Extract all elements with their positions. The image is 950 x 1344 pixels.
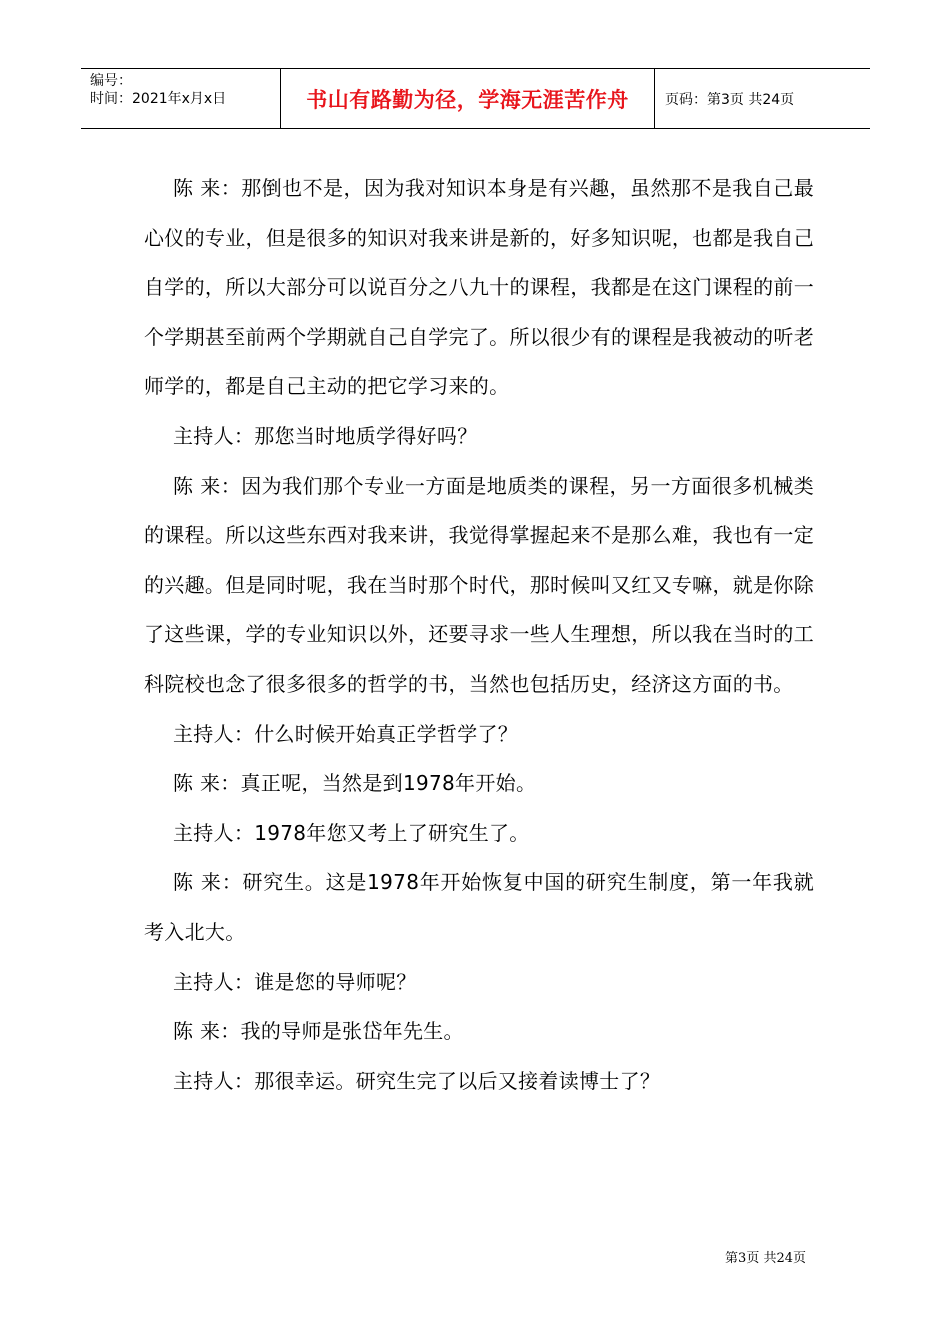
- paragraph-4: 主持人：什么时候开始真正学哲学了？: [173, 721, 519, 746]
- paragraph-8: 主持人：谁是您的导师呢？: [173, 969, 417, 994]
- paragraph-6: 主持人：1978年您又考上了研究生了。: [173, 820, 530, 845]
- paragraph-3: 陈 来：因为我们那个专业一方面是地质类的课程，另一方面很多机械类的课程。所以这些东西对我来讲，我觉得掌握起来不是那么难，我也有一定的兴趣。但是同时呢，我在当时那个时代，那时候叫又红又专嘛，就是你除了这些课，学的专业知识以外，还要寻求一些人生理想，所以我在当时的工科院校也念了很多很多的哲学的书，当然也包括历史，经济这方面的书。: [144, 473, 814, 696]
- header-page-info: 页码：第3页 共24页: [665, 91, 795, 108]
- paragraph-5: 陈 来：真正呢，当然是到1978年开始。: [173, 771, 537, 796]
- document-body: [144, 164, 814, 1106]
- paragraph-10: 主持人：那很幸运。研究生完了以后又接着读博士了？: [173, 1068, 661, 1093]
- document-time-label: 时间：2021年x月x日: [90, 91, 227, 107]
- header-motto: 书山有路勤为径，学海无涯苦作舟: [281, 69, 655, 128]
- paragraph-7: 陈 来：研究生。这是1978年开始恢复中国的研究生制度，第一年我就考入北大。: [144, 870, 814, 944]
- paragraph-1: 陈 来：那倒也不是，因为我对知识本身是有兴趣，虽然那不是我自己最心仪的专业，但是很多的知识对我来讲是新的，好多知识呢，也都是我自己自学的，所以大部分可以说百分之八九十的课程，我都是在这门课程的前一个学期甚至前两个学期就自己自学完了。所以很少有的课程是我被动的听老师学的，都是自己主动的把它学习来的。: [144, 176, 814, 399]
- document-number-label: 编号：: [90, 73, 132, 89]
- paragraph-2: 主持人：那您当时地质学得好吗？: [173, 423, 478, 448]
- header-meta: [81, 69, 281, 128]
- page-header: [81, 68, 870, 129]
- page-footer: 第3页 共24页: [725, 1251, 806, 1266]
- paragraph-9: 陈 来：我的导师是张岱年先生。: [173, 1019, 464, 1044]
